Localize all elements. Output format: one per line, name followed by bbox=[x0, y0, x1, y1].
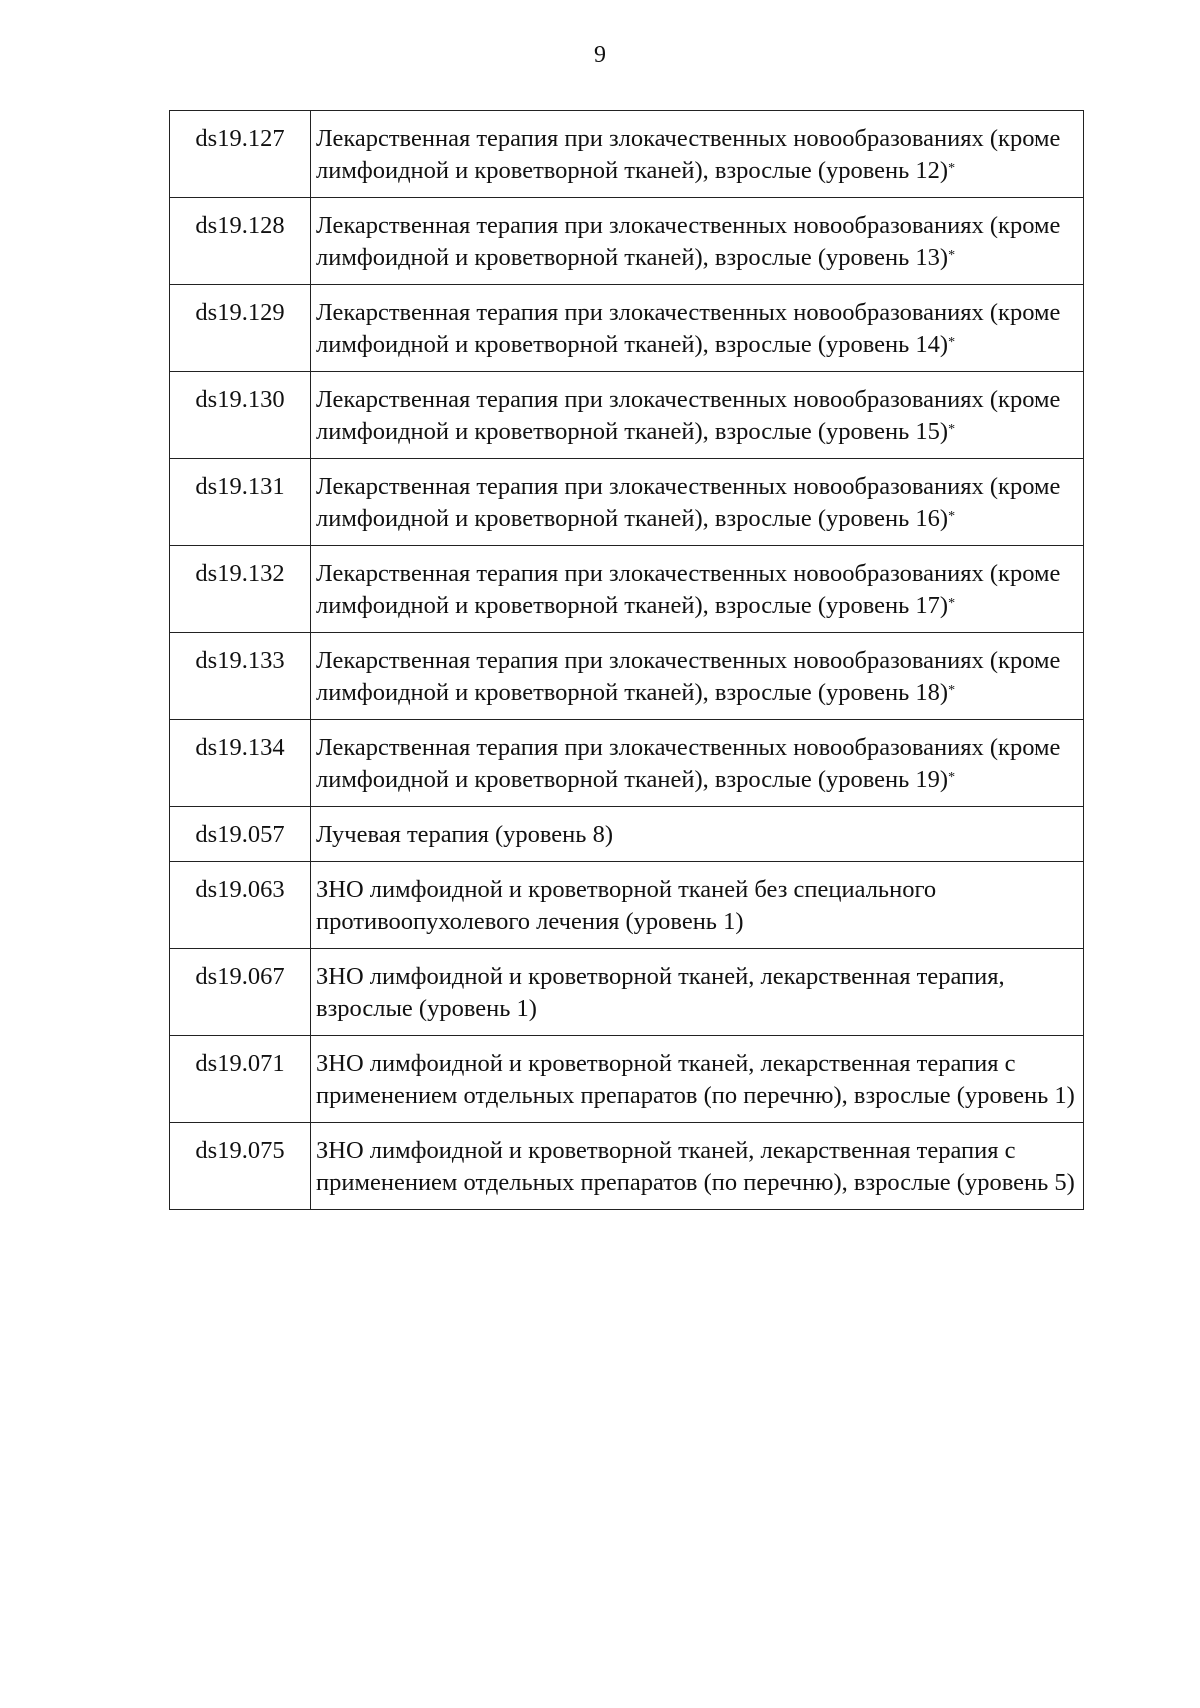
footnote-marker: * bbox=[948, 596, 956, 611]
description-text: Лекарственная терапия при злокачественных новообразованиях (кроме лимфоидной и кроветворной тканей), взрослые (уровень 15) bbox=[316, 386, 1061, 445]
code-cell: ds19.129 bbox=[170, 285, 311, 372]
table-row bbox=[170, 198, 1084, 285]
code-cell: ds19.133 bbox=[170, 633, 311, 720]
table-row bbox=[170, 633, 1084, 720]
table-row bbox=[170, 862, 1084, 949]
table-row bbox=[170, 807, 1084, 862]
description-cell bbox=[311, 720, 1084, 807]
description-text: Лекарственная терапия при злокачественных новообразованиях (кроме лимфоидной и кроветворной тканей), взрослые (уровень 14) bbox=[316, 299, 1061, 358]
table-row bbox=[170, 285, 1084, 372]
code-cell: ds19.128 bbox=[170, 198, 311, 285]
table-row bbox=[170, 546, 1084, 633]
description-text: Лекарственная терапия при злокачественных новообразованиях (кроме лимфоидной и кроветворной тканей), взрослые (уровень 17) bbox=[316, 560, 1061, 619]
footnote-marker: * bbox=[948, 161, 956, 176]
description-cell bbox=[311, 111, 1084, 198]
description-text: ЗНО лимфоидной и кроветворной тканей, лекарственная терапия с применением отдельных препаратов (по перечню), взрослые (уровень 1) bbox=[316, 1050, 1075, 1109]
footnote-marker: * bbox=[948, 683, 956, 698]
code-cell: ds19.127 bbox=[170, 111, 311, 198]
description-text: Лучевая терапия (уровень 8) bbox=[316, 821, 613, 848]
description-cell bbox=[311, 285, 1084, 372]
code-cell: ds19.132 bbox=[170, 546, 311, 633]
table-row bbox=[170, 111, 1084, 198]
description-cell bbox=[311, 862, 1084, 949]
table-row bbox=[170, 372, 1084, 459]
table-row bbox=[170, 949, 1084, 1036]
description-text: Лекарственная терапия при злокачественных новообразованиях (кроме лимфоидной и кроветворной тканей), взрослые (уровень 13) bbox=[316, 212, 1061, 271]
table-row bbox=[170, 1123, 1084, 1210]
code-cell: ds19.134 bbox=[170, 720, 311, 807]
description-cell bbox=[311, 1123, 1084, 1210]
description-cell bbox=[311, 546, 1084, 633]
description-text: Лекарственная терапия при злокачественных новообразованиях (кроме лимфоидной и кроветворной тканей), взрослые (уровень 12) bbox=[316, 125, 1061, 184]
description-text: ЗНО лимфоидной и кроветворной тканей, лекарственная терапия с применением отдельных препаратов (по перечню), взрослые (уровень 5) bbox=[316, 1137, 1075, 1196]
footnote-marker: * bbox=[948, 509, 956, 524]
code-cell: ds19.130 bbox=[170, 372, 311, 459]
code-cell: ds19.063 bbox=[170, 862, 311, 949]
description-text: Лекарственная терапия при злокачественных новообразованиях (кроме лимфоидной и кроветворной тканей), взрослые (уровень 19) bbox=[316, 734, 1061, 793]
description-text: ЗНО лимфоидной и кроветворной тканей, лекарственная терапия, взрослые (уровень 1) bbox=[316, 963, 1005, 1022]
code-cell: ds19.131 bbox=[170, 459, 311, 546]
code-cell: ds19.071 bbox=[170, 1036, 311, 1123]
tariff-code-table bbox=[169, 110, 1084, 1210]
description-cell bbox=[311, 949, 1084, 1036]
description-cell bbox=[311, 633, 1084, 720]
footnote-marker: * bbox=[948, 422, 956, 437]
description-text: ЗНО лимфоидной и кроветворной тканей без специального противоопухолевого лечения (уровень 1) bbox=[316, 876, 937, 935]
table-row bbox=[170, 459, 1084, 546]
description-text: Лекарственная терапия при злокачественных новообразованиях (кроме лимфоидной и кроветворной тканей), взрослые (уровень 16) bbox=[316, 473, 1061, 532]
page-number: 9 bbox=[594, 42, 606, 68]
description-text: Лекарственная терапия при злокачественных новообразованиях (кроме лимфоидной и кроветворной тканей), взрослые (уровень 18) bbox=[316, 647, 1061, 706]
code-cell: ds19.057 bbox=[170, 807, 311, 862]
footnote-marker: * bbox=[948, 248, 956, 263]
description-cell bbox=[311, 372, 1084, 459]
footnote-marker: * bbox=[948, 335, 956, 350]
table-row bbox=[170, 1036, 1084, 1123]
code-cell: ds19.075 bbox=[170, 1123, 311, 1210]
description-cell bbox=[311, 807, 1084, 862]
description-cell bbox=[311, 198, 1084, 285]
table-row bbox=[170, 720, 1084, 807]
description-cell bbox=[311, 459, 1084, 546]
code-cell: ds19.067 bbox=[170, 949, 311, 1036]
footnote-marker: * bbox=[948, 770, 956, 785]
description-cell bbox=[311, 1036, 1084, 1123]
